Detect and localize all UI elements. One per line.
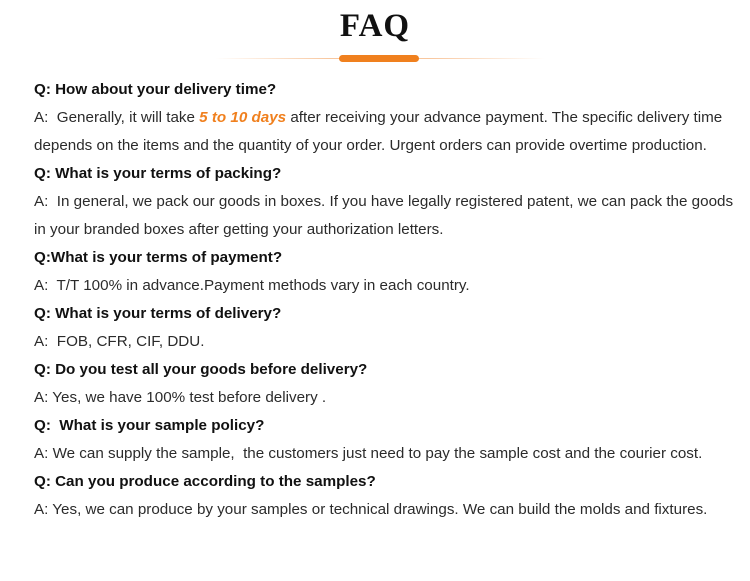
faq-answer: A: We can supply the sample, the customers just need to pay the sample cost and the courier cost. (34, 445, 703, 462)
faq-item-delivery-terms (34, 300, 734, 356)
faq-title: FAQ (339, 8, 411, 44)
faq-question: Q: Can you produce according to the samples? (34, 473, 376, 490)
faq-answer: A: In general, we pack our goods in boxes. If you have legally registered patent, we can pack the goods in your branded boxes after getting your authorization letters. (34, 193, 738, 238)
answer-text: A: Generally, it will take (34, 109, 200, 126)
faq-question: Q: What is your sample policy? (34, 417, 265, 434)
faq-question: Q: Do you test all your goods before delivery? (34, 361, 368, 378)
faq-item-payment (34, 244, 734, 300)
faq-item-testing (34, 356, 734, 412)
answer-text: after receiving your advance payment. The specific delivery time depends on the items and the quantity of your order. Urgent orders can provide overtime production. (34, 109, 727, 154)
faq-item-packing (34, 160, 738, 244)
title-accent-bar (339, 55, 419, 62)
faq-question: Q:What is your terms of payment? (34, 249, 283, 266)
faq-item-produce-samples (34, 468, 734, 524)
faq-question: Q: What is your terms of delivery? (34, 305, 282, 322)
faq-answer (34, 104, 734, 160)
faq-answer: A: FOB, CFR, CIF, DDU. (34, 333, 205, 350)
faq-answer: A: Yes, we can produce by your samples or technical drawings. We can build the molds and fixtures. (34, 501, 708, 518)
faq-list (34, 76, 738, 524)
faq-question: Q: What is your terms of packing? (34, 165, 282, 182)
faq-item-delivery-time (34, 76, 734, 160)
answer-highlight: 5 to 10 days (199, 109, 287, 126)
faq-item-sample-policy (34, 412, 734, 468)
faq-answer: A: T/T 100% in advance.Payment methods vary in each country. (34, 277, 470, 294)
faq-answer: A: Yes, we have 100% test before delivery . (34, 389, 327, 406)
faq-question: Q: How about your delivery time? (34, 81, 277, 98)
